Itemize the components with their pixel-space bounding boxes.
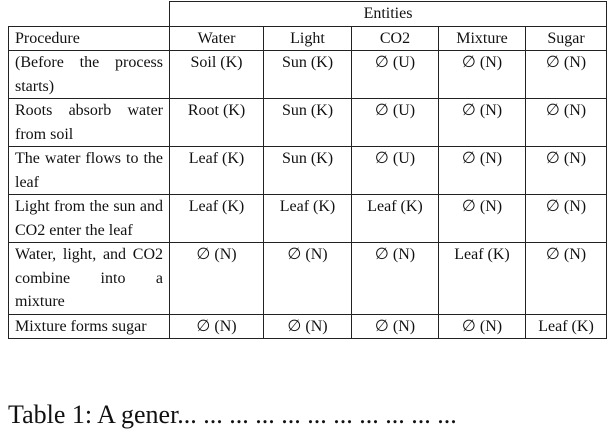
entity-state-table bbox=[8, 1, 607, 339]
table-row bbox=[9, 314, 607, 339]
state-cell-water: ∅ (N) bbox=[170, 314, 264, 339]
state-cell-co2: ∅ (U) bbox=[352, 51, 439, 99]
state-cell-light: Sun (K) bbox=[264, 51, 352, 99]
state-cell-sugar: ∅ (N) bbox=[526, 99, 607, 147]
procedure-cell: Light from the sun and CO2 enter the leaf bbox=[9, 195, 170, 243]
state-cell-co2: ∅ (U) bbox=[352, 147, 439, 195]
state-cell-mixture: Leaf (K) bbox=[439, 243, 526, 315]
state-cell-light: Sun (K) bbox=[264, 147, 352, 195]
state-cell-co2: ∅ (U) bbox=[352, 99, 439, 147]
entities-group-header: Entities bbox=[170, 2, 607, 27]
group-header-row bbox=[9, 2, 607, 27]
state-cell-co2: ∅ (N) bbox=[352, 314, 439, 339]
table-row bbox=[9, 99, 607, 147]
column-header-light: Light bbox=[264, 26, 352, 51]
state-cell-water: Leaf (K) bbox=[170, 147, 264, 195]
state-cell-co2: ∅ (N) bbox=[352, 243, 439, 315]
column-header-mixture: Mixture bbox=[439, 26, 526, 51]
state-cell-mixture: ∅ (N) bbox=[439, 195, 526, 243]
column-header-water: Water bbox=[170, 26, 264, 51]
state-cell-light: Sun (K) bbox=[264, 99, 352, 147]
column-header-row bbox=[9, 26, 607, 51]
state-cell-sugar: ∅ (N) bbox=[526, 51, 607, 99]
procedure-cell: Roots absorb water from soil bbox=[9, 99, 170, 147]
procedure-cell: Mixture forms sugar bbox=[9, 314, 170, 339]
state-cell-water: ∅ (N) bbox=[170, 243, 264, 315]
state-cell-sugar: Leaf (K) bbox=[526, 314, 607, 339]
table-caption: Table 1: A gener... ... ... ... ... ... ... ... ... ... ... bbox=[8, 400, 457, 429]
state-cell-sugar: ∅ (N) bbox=[526, 195, 607, 243]
state-cell-sugar: ∅ (N) bbox=[526, 147, 607, 195]
table-row bbox=[9, 243, 607, 315]
state-cell-sugar: ∅ (N) bbox=[526, 243, 607, 315]
state-cell-water: Soil (K) bbox=[170, 51, 264, 99]
state-cell-light: ∅ (N) bbox=[264, 243, 352, 315]
state-cell-water: Root (K) bbox=[170, 99, 264, 147]
table-row bbox=[9, 195, 607, 243]
state-cell-light: Leaf (K) bbox=[264, 195, 352, 243]
table-row bbox=[9, 51, 607, 99]
state-cell-mixture: ∅ (N) bbox=[439, 99, 526, 147]
table-row bbox=[9, 147, 607, 195]
procedure-cell: The water flows to the leaf bbox=[9, 147, 170, 195]
state-cell-co2: Leaf (K) bbox=[352, 195, 439, 243]
state-cell-mixture: ∅ (N) bbox=[439, 147, 526, 195]
column-header-co2: CO2 bbox=[352, 26, 439, 51]
procedure-cell: Water, light, and CO2 combine into a mixture bbox=[9, 243, 170, 315]
state-cell-light: ∅ (N) bbox=[264, 314, 352, 339]
procedure-cell: (Before the process starts) bbox=[9, 51, 170, 99]
state-cell-water: Leaf (K) bbox=[170, 195, 264, 243]
empty-corner-cell bbox=[9, 2, 170, 27]
column-header-sugar: Sugar bbox=[526, 26, 607, 51]
state-cell-mixture: ∅ (N) bbox=[439, 314, 526, 339]
state-cell-mixture: ∅ (N) bbox=[439, 51, 526, 99]
procedure-column-header: Procedure bbox=[9, 26, 170, 51]
